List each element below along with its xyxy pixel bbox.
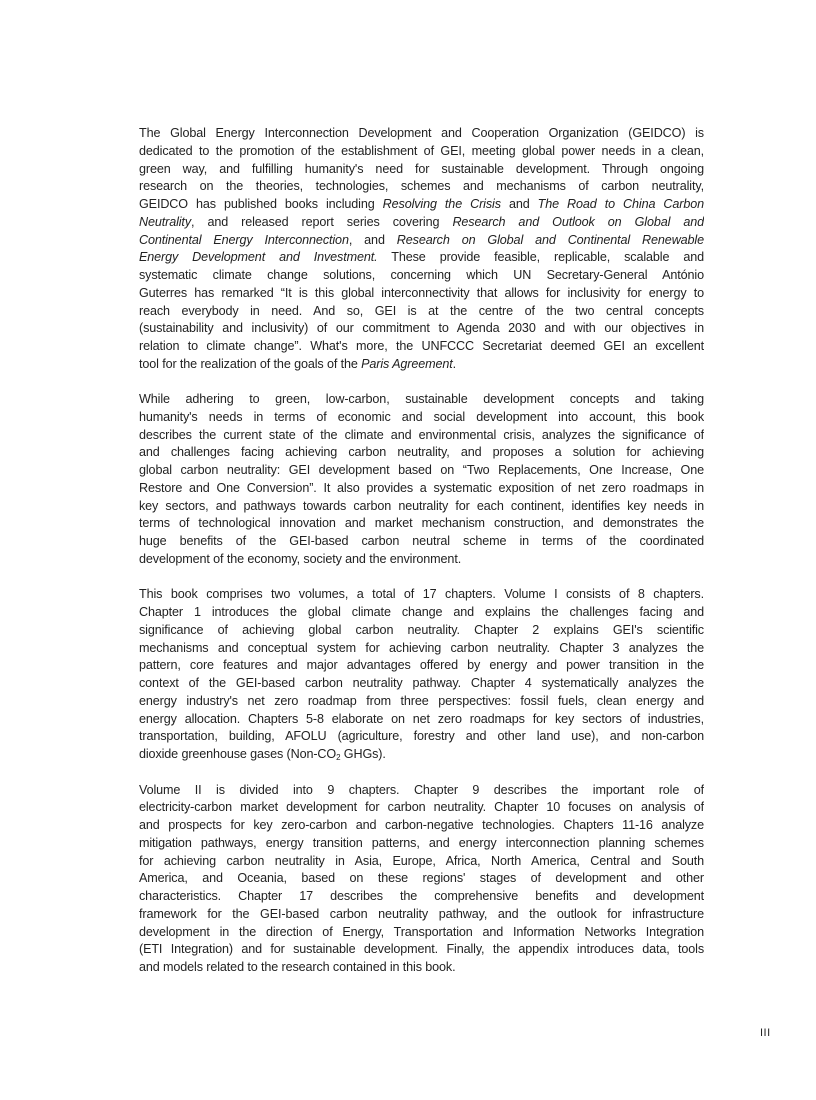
italic-title: Continental Energy Interconnection bbox=[139, 232, 349, 247]
paragraph bbox=[139, 391, 704, 569]
text-line bbox=[139, 924, 704, 942]
text-run: , and bbox=[348, 232, 397, 247]
text-line bbox=[139, 817, 704, 835]
text-line bbox=[139, 285, 704, 303]
italic-title: Research on Global and Continental Renewable bbox=[396, 232, 704, 247]
text-run: The Global Energy Interconnection Development and Cooperation Organization (GEIDCO) is bbox=[139, 126, 704, 140]
text-run: and challenges facing achieving carbon neutrality, and proposes a solution for achieving bbox=[139, 445, 704, 460]
text-run: terms of technological innovation and market mechanism construction, and demonstrates the bbox=[139, 516, 704, 531]
italic-title: Research and Outlook on Global and bbox=[452, 214, 704, 229]
text-run: global carbon neutrality: GEI development based on “Two Replacements, One Increase, One bbox=[139, 463, 704, 478]
text-line bbox=[139, 391, 704, 409]
italic-title: Paris Agreement bbox=[361, 356, 453, 371]
text-line bbox=[139, 303, 704, 321]
text-line bbox=[139, 640, 704, 658]
text-run: These provide feasible, replicable, scalable and bbox=[377, 250, 704, 265]
text-run: mechanisms and conceptual system for achieving carbon neutrality. Chapter 3 analyzes the bbox=[139, 640, 704, 655]
text-run: This book comprises two volumes, a total of 17 chapters. Volume I consists of 8 chapters. bbox=[139, 587, 704, 602]
subscript: 2 bbox=[336, 753, 341, 763]
text-run: context of the GEI-based carbon neutrality pathway. Chapter 4 systematically analyzes the bbox=[139, 676, 704, 691]
text-line bbox=[139, 941, 704, 959]
italic-title: The Road to China Carbon bbox=[537, 197, 704, 211]
text-line bbox=[139, 232, 704, 250]
text-run: Volume II is divided into 9 chapters. Chapter 9 describes the important role of bbox=[139, 782, 704, 797]
text-line bbox=[139, 604, 704, 622]
text-run: pattern, core features and major advantages offered by energy and power transition in the bbox=[139, 658, 704, 673]
text-run: GHGs). bbox=[340, 747, 386, 762]
text-line bbox=[139, 906, 704, 924]
text-line bbox=[139, 799, 704, 817]
text-run: key sectors, and pathways towards carbon neutrality for each continent, identifies key needs in bbox=[139, 498, 704, 513]
text-run: framework for the GEI-based carbon neutrality pathway, and the outlook for infrastructure bbox=[139, 906, 704, 921]
text-run: dedicated to the promotion of the establishment of GEI, meeting global power needs in a clean, bbox=[139, 143, 704, 158]
paragraph bbox=[139, 782, 704, 977]
text-line bbox=[139, 551, 704, 569]
text-line bbox=[139, 161, 704, 179]
text-run: electricity-carbon market development for carbon neutrality. Chapter 10 focuses on analysis of bbox=[139, 800, 704, 815]
text-line bbox=[139, 320, 704, 338]
text-run: and bbox=[500, 197, 538, 211]
text-line bbox=[139, 853, 704, 871]
text-line bbox=[139, 267, 704, 285]
text-run: Chapter 1 introduces the global climate change and explains the challenges facing and bbox=[139, 605, 704, 620]
text-line bbox=[139, 125, 704, 143]
text-run: transportation, building, AFOLU (agriculture, forestry and other land use), and non-carbon bbox=[139, 729, 704, 744]
text-run: tool for the realization of the goals of the bbox=[139, 356, 362, 371]
text-line bbox=[139, 870, 704, 888]
text-run: mitigation pathways, energy transition patterns, and energy interconnection planning schemes bbox=[139, 835, 704, 850]
text-run: development of the economy, society and the environment. bbox=[139, 551, 462, 566]
text-run: energy industry's net zero roadmap from three perspectives: fossil fuels, clean energy and bbox=[139, 693, 704, 708]
text-run: dioxide greenhouse gases (Non-CO bbox=[139, 747, 337, 762]
text-line bbox=[139, 782, 704, 800]
text-line bbox=[139, 888, 704, 906]
text-line bbox=[139, 835, 704, 853]
text-line bbox=[139, 356, 704, 374]
text-run: While adhering to green, low-carbon, sustainable development concepts and taking bbox=[139, 392, 704, 407]
text-run: and models related to the research contained in this book. bbox=[139, 960, 456, 975]
text-line bbox=[139, 711, 704, 729]
text-line bbox=[139, 728, 704, 746]
text-run: , and released report series covering bbox=[191, 214, 453, 229]
text-line bbox=[139, 444, 704, 462]
text-line bbox=[139, 143, 704, 161]
text-line bbox=[139, 675, 704, 693]
italic-title: Resolving the Crisis bbox=[382, 197, 501, 211]
text-run: for achieving carbon neutrality in Asia, Europe, Africa, North America, Central and South bbox=[139, 853, 704, 868]
text-line bbox=[139, 533, 704, 551]
text-line bbox=[139, 196, 704, 214]
text-line bbox=[139, 462, 704, 480]
text-line bbox=[139, 338, 704, 356]
text-line bbox=[139, 657, 704, 675]
text-run: development in the direction of Energy, Transportation and Information Networks Integration bbox=[139, 924, 704, 939]
text-line bbox=[139, 693, 704, 711]
text-run: (ETI Integration) and for sustainable development. Finally, the appendix introduces data, tools bbox=[139, 942, 704, 957]
text-line bbox=[139, 249, 704, 267]
text-line bbox=[139, 586, 704, 604]
text-line bbox=[139, 959, 704, 977]
page-number: III bbox=[760, 1027, 771, 1039]
text-run: Guterres has remarked “It is this global interconnectivity that allows for inclusivity for energy to bbox=[139, 285, 704, 300]
text-run: describes the current state of the climate and environmental crisis, analyzes the significance of bbox=[139, 427, 704, 442]
text-line bbox=[139, 427, 704, 445]
text-run: reach everybody in need. And so, GEI is at the centre of the two central concepts bbox=[139, 303, 704, 318]
text-run: and prospects for key zero-carbon and carbon-negative technologies. Chapters 11-16 analyze bbox=[139, 818, 704, 833]
text-line bbox=[139, 746, 704, 764]
text-run: America, and Oceania, based on these regions' stages of development and other bbox=[139, 871, 704, 886]
text-run: (sustainability and inclusivity) of our commitment to Agenda 2030 and with our objectives in bbox=[139, 321, 704, 336]
text-line bbox=[139, 214, 704, 232]
text-run: huge benefits of the GEI-based carbon neutral scheme in terms of the coordinated bbox=[139, 534, 704, 549]
text-run: green way, and fulfilling humanity's need for sustainable development. Through ongoing bbox=[139, 161, 704, 176]
body-text bbox=[139, 125, 704, 995]
italic-title: Neutrality bbox=[139, 214, 191, 229]
text-run: Restore and One Conversion”. It also provides a systematic exposition of net zero roadmaps in bbox=[139, 480, 704, 495]
text-run: humanity's needs in terms of economic and social development into account, this book bbox=[139, 409, 704, 424]
text-run: research on the theories, technologies, schemes and mechanisms of carbon neutrality, bbox=[139, 179, 704, 194]
paragraph bbox=[139, 125, 704, 374]
text-line bbox=[139, 622, 704, 640]
paragraph bbox=[139, 586, 704, 764]
text-run: . bbox=[452, 356, 457, 371]
text-run: relation to climate change”. What's more, the UNFCCC Secretariat deemed GEI an excellent bbox=[139, 339, 704, 353]
text-line bbox=[139, 498, 704, 516]
text-run: GEIDCO has published books including bbox=[139, 197, 383, 211]
text-line bbox=[139, 409, 704, 427]
italic-title: Energy Development and Investment. bbox=[139, 250, 378, 265]
text-line bbox=[139, 480, 704, 498]
text-run: energy allocation. Chapters 5-8 elaborate on net zero roadmaps for key sectors of industries, bbox=[139, 711, 704, 726]
text-line bbox=[139, 178, 704, 196]
text-run: significance of achieving global carbon neutrality. Chapter 2 explains GEI's scientific bbox=[139, 622, 704, 637]
text-run: systematic climate change solutions, concerning which UN Secretary-General António bbox=[139, 268, 704, 282]
text-run: characteristics. Chapter 17 describes the comprehensive benefits and development bbox=[139, 889, 704, 904]
text-line bbox=[139, 515, 704, 533]
